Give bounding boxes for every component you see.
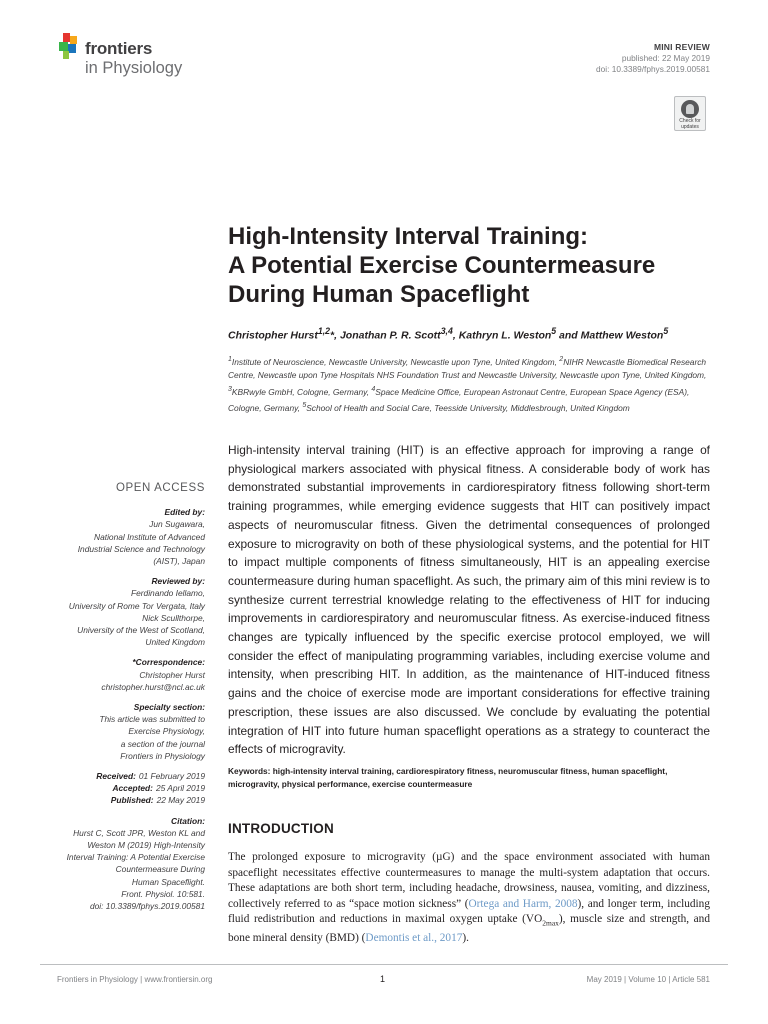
doi[interactable]: doi: 10.3389/fphys.2019.00581 (596, 64, 710, 74)
author-separator: and (556, 329, 581, 342)
title-line: A Potential Exercise Countermeasure (228, 252, 656, 279)
author-affiliation-marker: 3,4 (440, 326, 453, 336)
author-affiliation-marker: 1,2 (317, 326, 331, 336)
specialty-line: a section of the journal (120, 738, 205, 749)
keywords-list: high-intensity interval training, cardiorespiratory fitness, neuromuscular fitness, human spaceflight, microgravity, physical performance, exercise countermeasure (228, 766, 668, 789)
affiliations (228, 353, 708, 416)
edited-by-section (40, 506, 205, 567)
journal-name: in Physiology (85, 59, 183, 77)
affiliation-text: NIHR Newcastle Biomedical Research Centre, Newcastle upon Tyne Hospitals NHS Foundation Trust and Newcastle University, Newcastle upon Tyne, United Kingdom, (228, 356, 707, 381)
author-name[interactable]: Christopher Hurst (228, 329, 318, 342)
author-list (228, 326, 728, 342)
logo-block-blue (68, 44, 76, 53)
author-name[interactable]: Jonathan P. R. Scott (339, 329, 441, 342)
received-row (40, 770, 205, 782)
citation-line: Countermeasure During (115, 864, 205, 875)
specialty-line: Exercise Physiology, (128, 726, 205, 737)
specialty-line: Frontiers in Physiology (120, 750, 205, 761)
citation-link[interactable]: Demontis et al., 2017 (365, 932, 463, 945)
citation-line: Human Spaceflight. (131, 876, 205, 887)
subscript-text: 2max (542, 918, 559, 928)
citation-link[interactable]: Ortega and Harm, 2008 (468, 897, 578, 910)
affiliation-marker: 1 (228, 356, 232, 363)
footer-journal-link[interactable]: Frontiers in Physiology | www.frontiersin.org (57, 975, 213, 984)
dates-section (40, 770, 205, 807)
section-heading-introduction: INTRODUCTION (228, 821, 334, 836)
intro-text: ), muscle size and strength, and bone mineral density (BMD) ( (228, 913, 710, 945)
article-sidebar (40, 482, 205, 920)
published-date: 22 May 2019 (156, 795, 205, 806)
citation-doi[interactable]: doi: 10.3389/fphys.2019.00581 (89, 901, 205, 912)
edited-by-label: Edited by: (164, 507, 205, 518)
citation-line: Hurst C, Scott JPR, Weston KL and (73, 827, 205, 838)
reviewer-line: University of the West of Scotland, (77, 625, 205, 636)
bookmark-icon (681, 100, 699, 118)
logo-block-orange (70, 36, 77, 44)
citation-label: Citation: (171, 815, 205, 826)
citation-line: Weston M (2019) High-Intensity (87, 840, 205, 851)
footer-issue-info: May 2019 | Volume 10 | Article 581 (586, 975, 710, 984)
specialty-section (40, 701, 205, 762)
title-line: High-Intensity Interval Training: (228, 223, 589, 250)
author-affiliation-marker: 5 (663, 326, 669, 336)
article-title (228, 222, 728, 309)
citation-line: Interval Training: A Potential Exercise (66, 852, 205, 863)
affiliation-text: Space Medicine Office, European Astronaut Centre, European Space Agency (ESA), Cologne, Germany, (228, 386, 690, 414)
correspondence-label: *Correspondence: (132, 657, 205, 668)
footer-divider (40, 964, 728, 965)
frontiers-logo-icon (57, 33, 83, 61)
author-name[interactable]: Kathryn L. Weston (458, 329, 552, 342)
accepted-row (40, 782, 205, 794)
article-meta (596, 42, 710, 75)
author-separator: , (452, 329, 459, 342)
correspondence-name: Christopher Hurst (139, 669, 205, 680)
editor-line: Jun Sugawara, (149, 519, 205, 530)
reviewed-by-label: Reviewed by: (151, 576, 205, 587)
affiliation-marker: 2 (559, 356, 564, 363)
citation-line: Front. Physiol. 10:581. (121, 888, 205, 899)
intro-text: ). (462, 932, 469, 945)
logo-block-green (59, 42, 68, 51)
reviewer-line: University of Rome Tor Vergata, Italy (68, 600, 205, 611)
published-date: published: 22 May 2019 (621, 53, 710, 63)
accepted-label: Accepted: (112, 783, 153, 794)
reviewer-line: Ferdinando Iellamo, (130, 588, 205, 599)
introduction-paragraph (228, 850, 710, 947)
specialty-label: Specialty section: (133, 702, 205, 713)
specialty-line: This article was submitted to (99, 714, 205, 725)
check-for-updates-button[interactable] (674, 96, 706, 131)
affiliation-text: School of Health and Social Care, Teesside University, Middlesbrough, United Kingdom (306, 403, 630, 414)
reviewer-line: Nick Scullthorpe, (142, 612, 205, 623)
keywords-label: Keywords: (228, 766, 273, 776)
affiliation-text: KBRwyle GmbH, Cologne, Germany, (231, 386, 372, 397)
correspondence-section (40, 656, 205, 693)
brand-name: frontiers (85, 39, 153, 58)
journal-logo[interactable] (57, 33, 197, 81)
editor-line: Industrial Science and Technology (77, 543, 205, 554)
intro-text: ), and longer term, including fluid redistribution and reductions in maximal oxygen uptake (VO (228, 897, 710, 926)
page-number: 1 (380, 974, 386, 984)
check-for-updates-label: Check for updates (679, 118, 701, 130)
correspondence-email[interactable]: christopher.hurst@ncl.ac.uk (101, 681, 205, 692)
logo-block-lime (63, 51, 69, 59)
author-affiliation-marker: 5 (551, 326, 557, 336)
keywords (228, 765, 710, 791)
received-label: Received: (96, 771, 136, 782)
editor-line: (AIST), Japan (153, 556, 205, 567)
open-access-label[interactable]: OPEN ACCESS (115, 482, 205, 494)
author-name[interactable]: Matthew Weston (580, 329, 664, 342)
title-line: During Human Spaceflight (228, 281, 530, 308)
affiliation-marker: 5 (302, 402, 307, 410)
citation-section (40, 815, 205, 913)
published-label: Published: (110, 795, 154, 806)
published-row (40, 794, 205, 806)
intro-text: The prolonged exposure to microgravity (µG) and the space environment associated with human spaceflight necessitates effective countermeasures to manage the multi-system adaptation that occurs. These adaptations are both short term, including headache, drowsiness, nausea, vomiting, and dizziness, collectively referred to as “space motion sickness” ( (228, 851, 710, 910)
logo-block-red (63, 33, 70, 42)
affiliation-text: Institute of Neuroscience, Newcastle University, Newcastle upon Tyne, United Kingdom, (231, 356, 560, 367)
reviewer-line: United Kingdom (145, 637, 205, 648)
editor-line: National Institute of Advanced (94, 531, 205, 542)
reviewed-by-section (40, 575, 205, 648)
affiliation-marker: 4 (371, 385, 376, 393)
accepted-date: 25 April 2019 (155, 783, 205, 794)
affiliation-marker: 3 (228, 385, 232, 393)
author-separator: *, (330, 329, 340, 342)
article-type: MINI REVIEW (653, 42, 710, 52)
abstract: High-intensity interval training (HIT) is an effective approach for improving a range of physiological markers associated with physical fitness. A considerable body of work has demonstrated substantial improvements in cardiorespiratory fitness following short-term training programmes, while emerging evidence suggests that HIT can positively impact aspects of neuromuscular fitness. Given the detrimental consequences of prolonged exposure to microgravity on both of these physiological systems, and the potential for HIT to impact multiple components of fitness simultaneously, HIT is an appealing exercise countermeasure during human spaceflight. As such, the primary aim of this mini review is to synthesize current terrestrial knowledge relating to the effectiveness of HIT for inducing improvements in cardiorespiratory and neuromuscular fitness. As exercise-induced fitness changes are typically influenced by the specific exercise protocol employed, we will consider the effect of manipulating programming variables, including exercise volume and intensity, when prescribing HIT. In addition, as the maintenance of HIT-induced fitness gains and the choice of exercise mode are important considerations for effective training prescription, these issues are also discussed. We conclude by evaluating the potential integration of HIT into future human spaceflight operations as a strategy to counteract the effects of microgravity. (228, 443, 710, 757)
received-date: 01 February 2019 (138, 771, 205, 782)
